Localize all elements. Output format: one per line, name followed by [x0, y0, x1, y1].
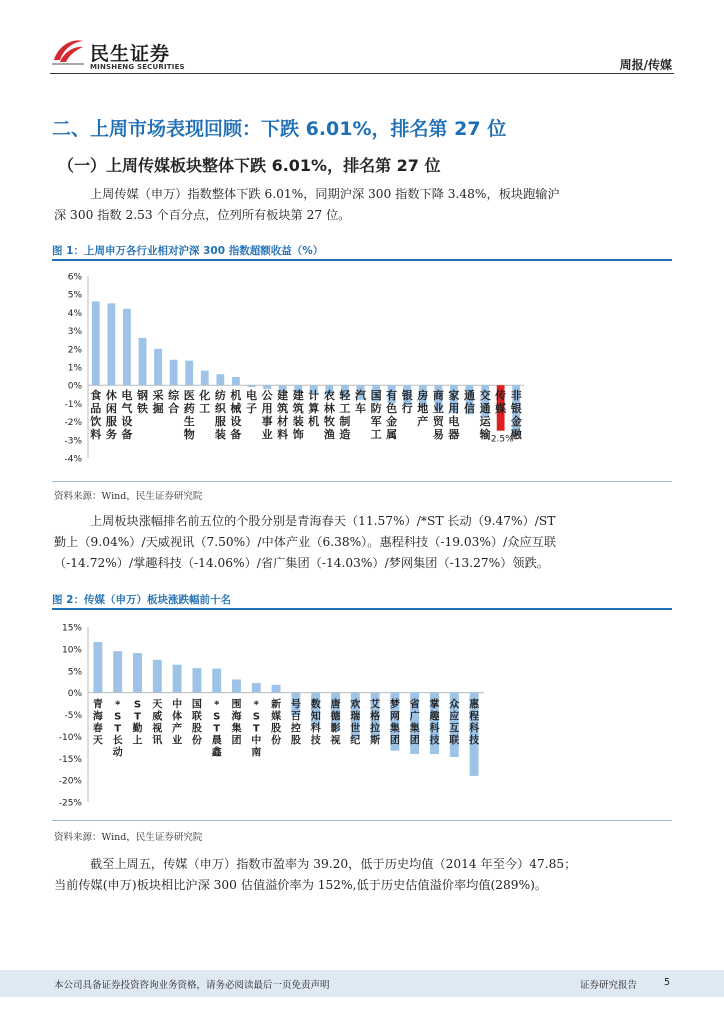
- chart2-category-label: 号百控股: [290, 699, 301, 747]
- chart2-bar: [212, 669, 221, 693]
- footer-disclaimer: 本公司具备证券投资咨询业务资格，请务必阅读最后一页免责声明: [54, 980, 330, 991]
- chart2-bar: [272, 685, 281, 693]
- chart1-category-label: 采掘: [152, 389, 164, 416]
- chart1-ytick-label: -1%: [64, 399, 82, 410]
- chart1-ytick-label: 4%: [67, 308, 82, 319]
- chart2-ytick-label: 5%: [67, 667, 82, 678]
- footer-report-type: 证券研究报告: [580, 980, 638, 991]
- paragraph-3: [54, 854, 674, 896]
- chart1-ytick-label: 6%: [67, 272, 82, 283]
- paragraph-1-line-1: 上周传媒（申万）指数整体下跌 6.01%，同期沪深 300 指数下降 3.48%，板块跑输沪: [90, 187, 560, 201]
- chart2-ytick-label: -15%: [58, 754, 82, 765]
- chart2-ytick-label: -10%: [58, 732, 82, 743]
- chart1-category-label: 休闲服务: [105, 389, 117, 442]
- chart2-category-label: 国联股份: [191, 699, 202, 747]
- chart1-ytick-label: -2%: [64, 418, 82, 429]
- chart2-category-label: S T 勤上: [132, 699, 143, 747]
- chart1-category-label: 建筑装饰: [292, 389, 304, 442]
- chart2-bar: [192, 668, 201, 693]
- chart1-category-label: 计算机: [308, 389, 320, 429]
- chart1-category-label: 国防军工: [370, 389, 382, 442]
- chart2-bar: [93, 642, 102, 693]
- chart2-ytick-label: -20%: [58, 776, 82, 787]
- chart1-bar: [92, 301, 100, 385]
- paragraph-2-line-1: 上周板块涨幅排名前五位的个股分别是青海春天（11.57%）/*ST 长动（9.47%）/ST: [90, 514, 556, 528]
- chart1-bar: [154, 349, 162, 385]
- chart2-ytick-label: 15%: [61, 623, 82, 634]
- chart2-category-label: 数知科技: [310, 699, 321, 747]
- chart1-category-label: 银行: [401, 389, 413, 416]
- brand-name-cn: 民生证券: [90, 43, 171, 65]
- chart1-category-label: 农林牧渔: [323, 389, 335, 442]
- chart2-ytick-label: -5%: [64, 711, 82, 721]
- chart1-category-label: 医药生物: [183, 389, 195, 442]
- minsheng-logo-icon: [50, 36, 86, 66]
- chart1-data-label: -2.5%: [487, 434, 514, 445]
- chart1-category-label: 商业贸易: [432, 389, 444, 442]
- chart1-category-label: 传媒: [495, 389, 507, 416]
- chart2-category-label: * S T 长动: [112, 699, 123, 759]
- figure-2-source: 资料来源：Wind，民生证券研究院: [54, 832, 203, 843]
- chart1-category-label: 通信: [464, 389, 475, 416]
- chart2-category-label: 梦网集团: [389, 699, 400, 747]
- chart2-category-label: 唐德影视: [330, 699, 341, 747]
- figure-2-title: 图 2：传媒（申万）板块涨跌幅前十名: [52, 594, 231, 606]
- chart2-bar: [232, 680, 241, 693]
- chart2-bar: [252, 683, 261, 693]
- page-number: 5: [664, 977, 671, 988]
- chart1-ytick-label: 0%: [67, 381, 82, 392]
- report-category: 周报/传媒: [619, 58, 672, 72]
- chart2-category-label: * S T 中南: [251, 699, 262, 759]
- chart2-category-label: 众应互联: [449, 699, 460, 747]
- chart1-bar: [170, 360, 178, 385]
- chart1-category-label: 综合: [168, 389, 180, 416]
- chart2-category-label: 掌趣科技: [429, 699, 440, 747]
- paragraph-1: [54, 184, 674, 226]
- chart1-ytick-label: 2%: [67, 345, 82, 356]
- chart1-category-label: 食品饮料: [90, 389, 102, 442]
- figure-1-top-rule: [52, 259, 672, 261]
- chart2-category-label: 青海春天: [92, 699, 103, 747]
- section-subtitle: （一）上周传媒板块整体下跌 6.01%，排名第 27 位: [58, 156, 441, 175]
- chart2-bar: [173, 665, 182, 693]
- chart1-category-label: 轻工制造: [339, 389, 351, 442]
- chart1-category-label: 公用事业: [261, 389, 273, 442]
- figure-2-chart: [52, 612, 672, 817]
- chart1-ytick-label: -4%: [64, 454, 82, 465]
- chart1-bar: [248, 385, 256, 387]
- chart2-category-label: 惠程科技: [469, 699, 480, 747]
- logo: [50, 36, 86, 66]
- paragraph-1-line-2: 深 300 指数 2.53 个百分点，位列所有板块第 27 位。: [54, 208, 351, 222]
- chart2-category-label: * S T 晨鑫: [211, 699, 222, 759]
- chart1-bar: [139, 338, 147, 385]
- section-title: 二、上周市场表现回顾：下跌 6.01%，排名第 27 位: [52, 118, 507, 140]
- paragraph-3-line-1: 截至上周五，传媒（申万）指数市盈率为 39.20，低于历史均值（2014 年至今）47.85；: [90, 857, 577, 871]
- chart1-ytick-label: 3%: [67, 327, 82, 338]
- chart1-bar: [185, 361, 193, 386]
- chart1-category-label: 交通运输: [479, 389, 491, 442]
- chart1-bar: [123, 309, 131, 385]
- chart2-ytick-label: -25%: [58, 798, 82, 809]
- figure-2-top-rule: [52, 608, 672, 610]
- chart1-ytick-label: -3%: [64, 436, 82, 447]
- chart2-ytick-label: 0%: [67, 689, 82, 700]
- chart1-category-label: 非银金融: [510, 389, 522, 442]
- figure-1-title: 图 1：上周申万各行业相对沪深 300 指数超额收益（%）: [52, 245, 324, 257]
- header-divider: [50, 73, 674, 74]
- chart1-category-label: 电气设备: [121, 389, 133, 442]
- chart1-bar: [107, 303, 115, 385]
- chart1-category-label: 纺织服装: [214, 389, 226, 442]
- chart1-ytick-label: 5%: [67, 290, 82, 301]
- paragraph-3-line-2: 当前传媒(申万)板块相比沪深 300 估值溢价率为 152%,低于历史估值溢价率均值(289%)。: [54, 878, 548, 892]
- chart1-bar: [232, 377, 240, 385]
- figure-1-source: 资料来源：Wind，民生证券研究院: [54, 491, 203, 502]
- chart1-bar: [216, 374, 224, 385]
- chart1-bar: [201, 371, 209, 386]
- chart1-category-label: 钢铁: [137, 389, 148, 416]
- chart1-category-label: 化工: [199, 389, 211, 416]
- chart2-bar: [133, 653, 142, 693]
- chart2-category-label: 欢瑞世纪: [350, 699, 361, 747]
- chart1-category-label: 电子: [246, 389, 257, 416]
- paragraph-2-line-3: （-14.72%）/掌趣科技（-14.06%）/省广集团（-14.03%）/梦网集团（-13.27%）领跌。: [54, 556, 549, 570]
- chart1-ytick-label: 1%: [67, 363, 82, 374]
- figure-1-chart: [52, 262, 672, 477]
- chart2-category-label: 新媒股份: [271, 699, 282, 747]
- chart2-category-label: 艾格拉斯: [370, 699, 381, 747]
- chart2-ytick-label: 10%: [61, 645, 82, 656]
- chart2-category-label: 天威视讯: [152, 699, 163, 747]
- chart1-category-label: 房地产: [417, 389, 429, 429]
- figure-2-bottom-rule: [52, 820, 672, 821]
- chart1-category-label: 汽车: [355, 389, 366, 416]
- chart2-category-label: 围海集团: [231, 699, 242, 747]
- chart1-category-label: 有色金属: [386, 389, 398, 442]
- figure-1-bottom-rule: [52, 481, 672, 482]
- paragraph-2: [54, 511, 674, 574]
- chart2-category-label: 中体产业: [172, 699, 183, 747]
- chart2-bar: [113, 651, 122, 692]
- chart2-bar: [153, 660, 162, 693]
- brand-name-en: MINSHENG SECURITIES: [90, 63, 185, 71]
- paragraph-2-line-2: 勤上（9.04%）/天威视讯（7.50%）/中体产业（6.38%）。惠程科技（-19.03%）/众应互联: [54, 535, 557, 549]
- chart1-category-label: 建筑材料: [277, 389, 289, 442]
- chart2-category-label: 省广集团: [409, 699, 420, 747]
- chart1-category-label: 机械设备: [230, 389, 242, 442]
- chart1-category-label: 家用电器: [448, 389, 460, 442]
